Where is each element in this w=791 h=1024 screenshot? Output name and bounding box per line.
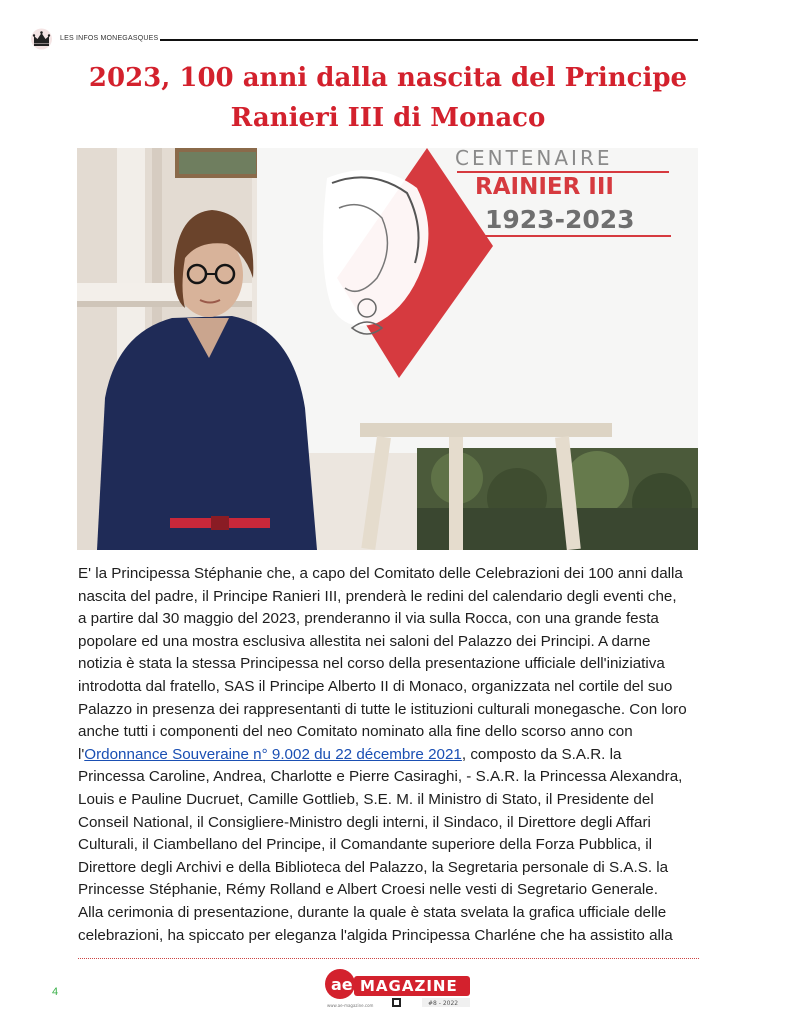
body-text-fragment: , composto da S.A.R. la bbox=[461, 745, 622, 763]
magazine-issue: #8 - 2022 bbox=[428, 1000, 459, 1007]
svg-text:www.ae-magazine.com: www.ae-magazine.com bbox=[327, 1003, 374, 1008]
body-text-fragment: l' bbox=[78, 745, 85, 763]
body-line: introdotta dal fratello, SAS il Principe Alberto II di Monaco, organizzata nel cortile del suo bbox=[78, 677, 673, 695]
magazine-logo bbox=[322, 962, 472, 1010]
body-line: notizia è stata la stessa Principessa nel corso della presentazione ufficiale dell'iniziativa bbox=[78, 655, 665, 673]
article-title-line-1: 2023, 100 anni dalla nascita del Principe bbox=[88, 63, 688, 93]
section-label: LES INFOS MONEGASQUES bbox=[60, 35, 159, 42]
poster-text-years: 1923-2023 bbox=[485, 205, 635, 234]
article-title bbox=[78, 58, 698, 138]
body-line: E' la Principessa Stéphanie che, a capo del Comitato delle Celebrazioni dei 100 anni dalla bbox=[78, 565, 683, 582]
body-line: Princessa Caroline, Andrea, Charlotte e Pierre Casiraghi, - S.A.R. la Princessa Alexandra, bbox=[78, 768, 683, 786]
article-body bbox=[78, 563, 702, 947]
body-line: a partire dal 30 maggio del 2023, prenderanno il via sulla Rocca, con una grande festa bbox=[78, 610, 659, 628]
body-line: Conseil National, il Consigliere-Ministro degli interni, il Sindaco, il Direttore degli Affari bbox=[78, 813, 651, 831]
body-line: Culturali, il Ciambellano del Principe, il Comandante superiore della Forza Pubblica, il bbox=[78, 836, 653, 854]
body-line: Direttore degli Archivi e della Biblioteca del Palazzo, la Segretaria personale di S.A.S. la bbox=[78, 858, 669, 876]
svg-text:MAGAZINE: MAGAZINE bbox=[360, 977, 458, 995]
body-line: Louis e Pauline Ducruet, Camille Gottlieb, S.E. M. il Ministro di Stato, il Presidente del bbox=[78, 790, 654, 808]
body-line: anche tutti i componenti del neo Comitato nominato alla fine dello scorso anno con bbox=[78, 723, 633, 741]
article-title-line-2: Ranieri III di Monaco bbox=[230, 103, 546, 133]
body-line: Palazzo in presenza dei rappresentanti di tutte le istituzioni culturali monegasche. Con loro bbox=[78, 700, 687, 718]
header-divider bbox=[160, 39, 698, 41]
page-number: 4 bbox=[52, 986, 59, 998]
ordonnance-link[interactable]: Ordonnance Souveraine n° 9.002 du 22 décembre 2021 bbox=[84, 745, 462, 763]
body-line: Princesse Stéphanie, Rémy Rolland e Albert Croesi nelle vesti di Segretario Generale. bbox=[78, 881, 658, 899]
svg-text:ae: ae bbox=[331, 975, 353, 994]
body-line: popolare ed una mostra esclusiva allestita nei saloni del Palazzo dei Principi. A darne bbox=[78, 632, 651, 650]
body-line: Alla cerimonia di presentazione, durante la quale è stata svelata la grafica ufficiale delle bbox=[78, 903, 667, 921]
article-photo bbox=[77, 148, 698, 550]
poster-text-rainier: RAINIER III bbox=[475, 174, 614, 200]
body-line: celebrazioni, ha spiccato per eleganza l'algida Principessa Charléne che ha assistito alla bbox=[78, 926, 673, 944]
poster-text-centenaire: CENTENAIRE bbox=[455, 148, 613, 170]
footer-divider bbox=[78, 958, 699, 959]
crown-icon bbox=[29, 28, 54, 50]
body-line-with-link bbox=[78, 744, 702, 767]
body-line: nascita del padre, il Principe Ranieri III, prenderà le redini del calendario degli eventi che, bbox=[78, 587, 677, 605]
